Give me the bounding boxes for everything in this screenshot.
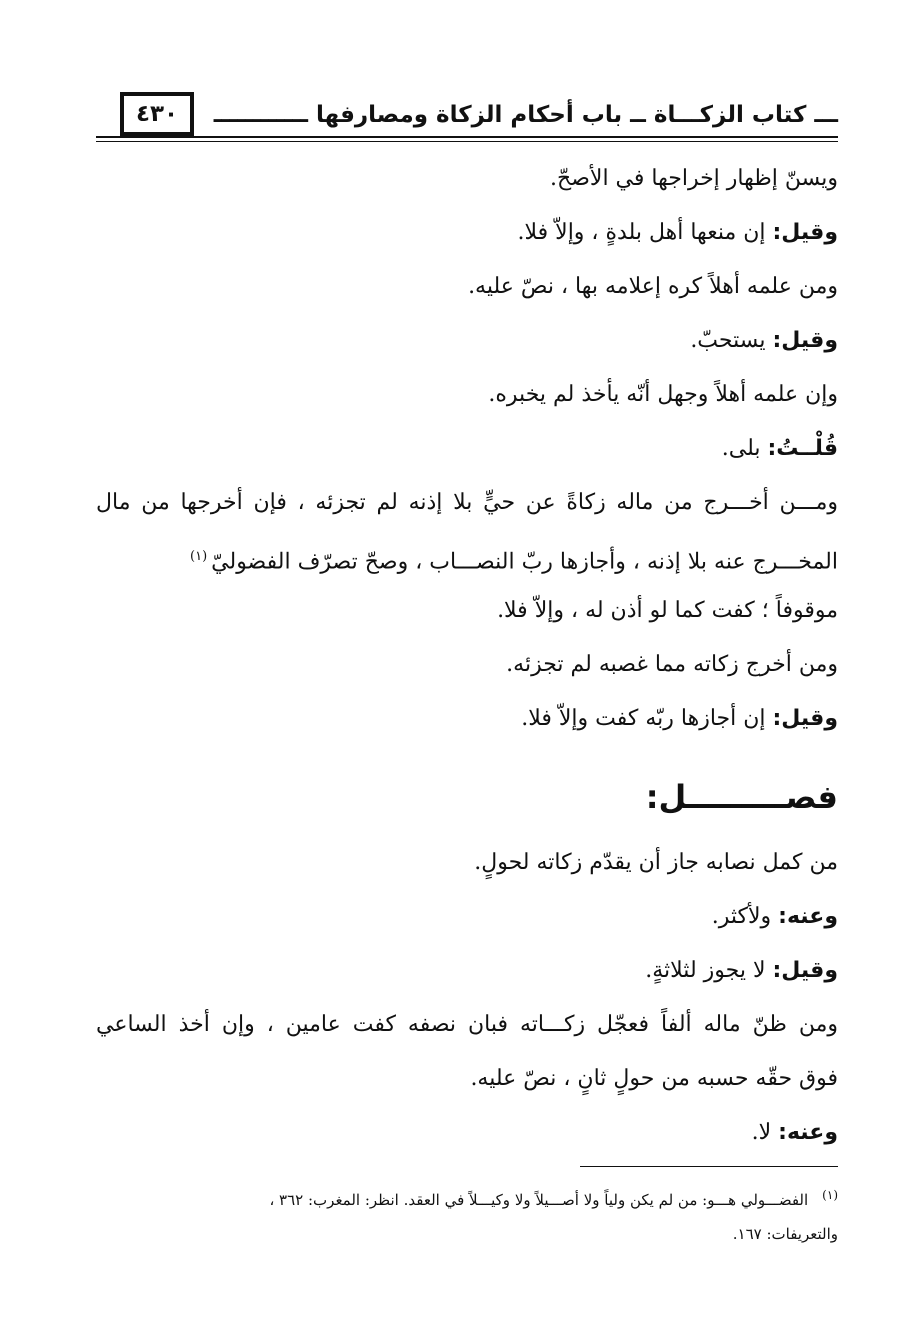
paragraph [96, 260, 838, 314]
footnote-text: الفضـــولي هـــو: من لم يكن ولياً ولا أصـــيلاً ولا وكيـــلاً في العقد. انظر: المغرب: ٣٦٢ ، [269, 1191, 809, 1209]
paragraph-text: ويسنّ إظهار إخراجها في الأصحّ. [550, 166, 838, 191]
footnote-continuation [96, 1217, 838, 1251]
paragraph-lead: وعنه: [778, 1120, 838, 1145]
paragraph-lead: وقيل: [772, 706, 838, 731]
paragraph [96, 998, 838, 1052]
paragraph [96, 944, 838, 998]
paragraph-text: من كمل نصابه جاز أن يقدّم زكاته لحولٍ. [474, 850, 838, 875]
paragraph [96, 584, 838, 638]
paragraph-text: ومن علمه أهلاً كره إعلامه بها ، نصّ عليه. [468, 274, 838, 299]
section-heading: فصـــــــــل: [645, 778, 838, 816]
paragraph [96, 206, 838, 260]
header-title: ـــ كتاب الزكـــاة ــ باب أحكام الزكاة ومصارفها ــــــــــــ [213, 102, 838, 128]
paragraph-text: إن منعها أهل بلدةٍ ، وإلاّ فلا. [517, 220, 773, 245]
paragraph [96, 314, 838, 368]
paragraph [96, 530, 838, 584]
running-header [96, 90, 838, 148]
main-text [96, 152, 838, 746]
paragraph-text: يستحبّ. [690, 328, 773, 353]
paragraph-lead: قُلْــتُ: [767, 436, 838, 461]
paragraph-lead: وقيل: [772, 958, 838, 983]
paragraph [96, 368, 838, 422]
footnote-separator [580, 1166, 838, 1167]
paragraph-text: ومن ظنّ ماله ألفاً فعجّل زكـــاته فبان نصفه كفت عامين ، وإن أخذ الساعي [96, 1012, 838, 1037]
paragraph-text: وإن علمه أهلاً وجهل أنّه يأخذ لم يخبره. [488, 382, 838, 407]
paragraph [96, 1052, 838, 1106]
paragraph [96, 1106, 838, 1160]
paragraph-text: فوق حقّه حسبه من حولٍ ثانٍ ، نصّ عليه. [470, 1066, 838, 1091]
paragraph-lead: وعنه: [778, 904, 838, 929]
paragraph [96, 890, 838, 944]
paragraph [96, 152, 838, 206]
paragraph-text: موقوفاً ؛ كفت كما لو أذن له ، وإلاّ فلا. [497, 598, 838, 623]
paragraph [96, 638, 838, 692]
footnote-marker: (١) [822, 1188, 838, 1202]
paragraph-text: ومن أخرج زكاته مما غصبه لم تجزئه. [506, 652, 838, 677]
page-number: ٤٣٠ [120, 92, 194, 136]
paragraph-text: إن أجازها ربّه كفت وإلاّ فلا. [521, 706, 773, 731]
paragraph [96, 692, 838, 746]
paragraph-text: ومـــن أخـــرج من ماله زكاةً عن حيٍّ بلا إذنه لم تجزئه ، فإن أخرجها من مال [96, 490, 838, 515]
paragraph [96, 836, 838, 890]
paragraph-text: لا. [751, 1120, 779, 1145]
footnote-text: والتعريفات: ١٦٧. [732, 1225, 838, 1243]
paragraph-text: بلى. [721, 436, 768, 461]
paragraph-lead: وقيل: [772, 220, 838, 245]
footnote [96, 1178, 838, 1217]
paragraph-text: المخـــرج عنه بلا إذنه ، وأجازها ربّ النصـــاب ، وصحّ تصرّف الفضوليّ [211, 549, 838, 575]
footnote-reference[interactable]: (١) [190, 549, 208, 564]
paragraph-text: ولأكثر. [711, 904, 779, 929]
paragraph [96, 476, 838, 530]
paragraph-lead: وقيل: [772, 328, 838, 353]
header-rule [96, 136, 838, 138]
header-rule-thin [96, 141, 838, 142]
footnotes [96, 1178, 838, 1251]
section-text [96, 836, 838, 1160]
paragraph-text: لا يجوز لثلاثةٍ. [645, 958, 773, 983]
paragraph [96, 422, 838, 476]
